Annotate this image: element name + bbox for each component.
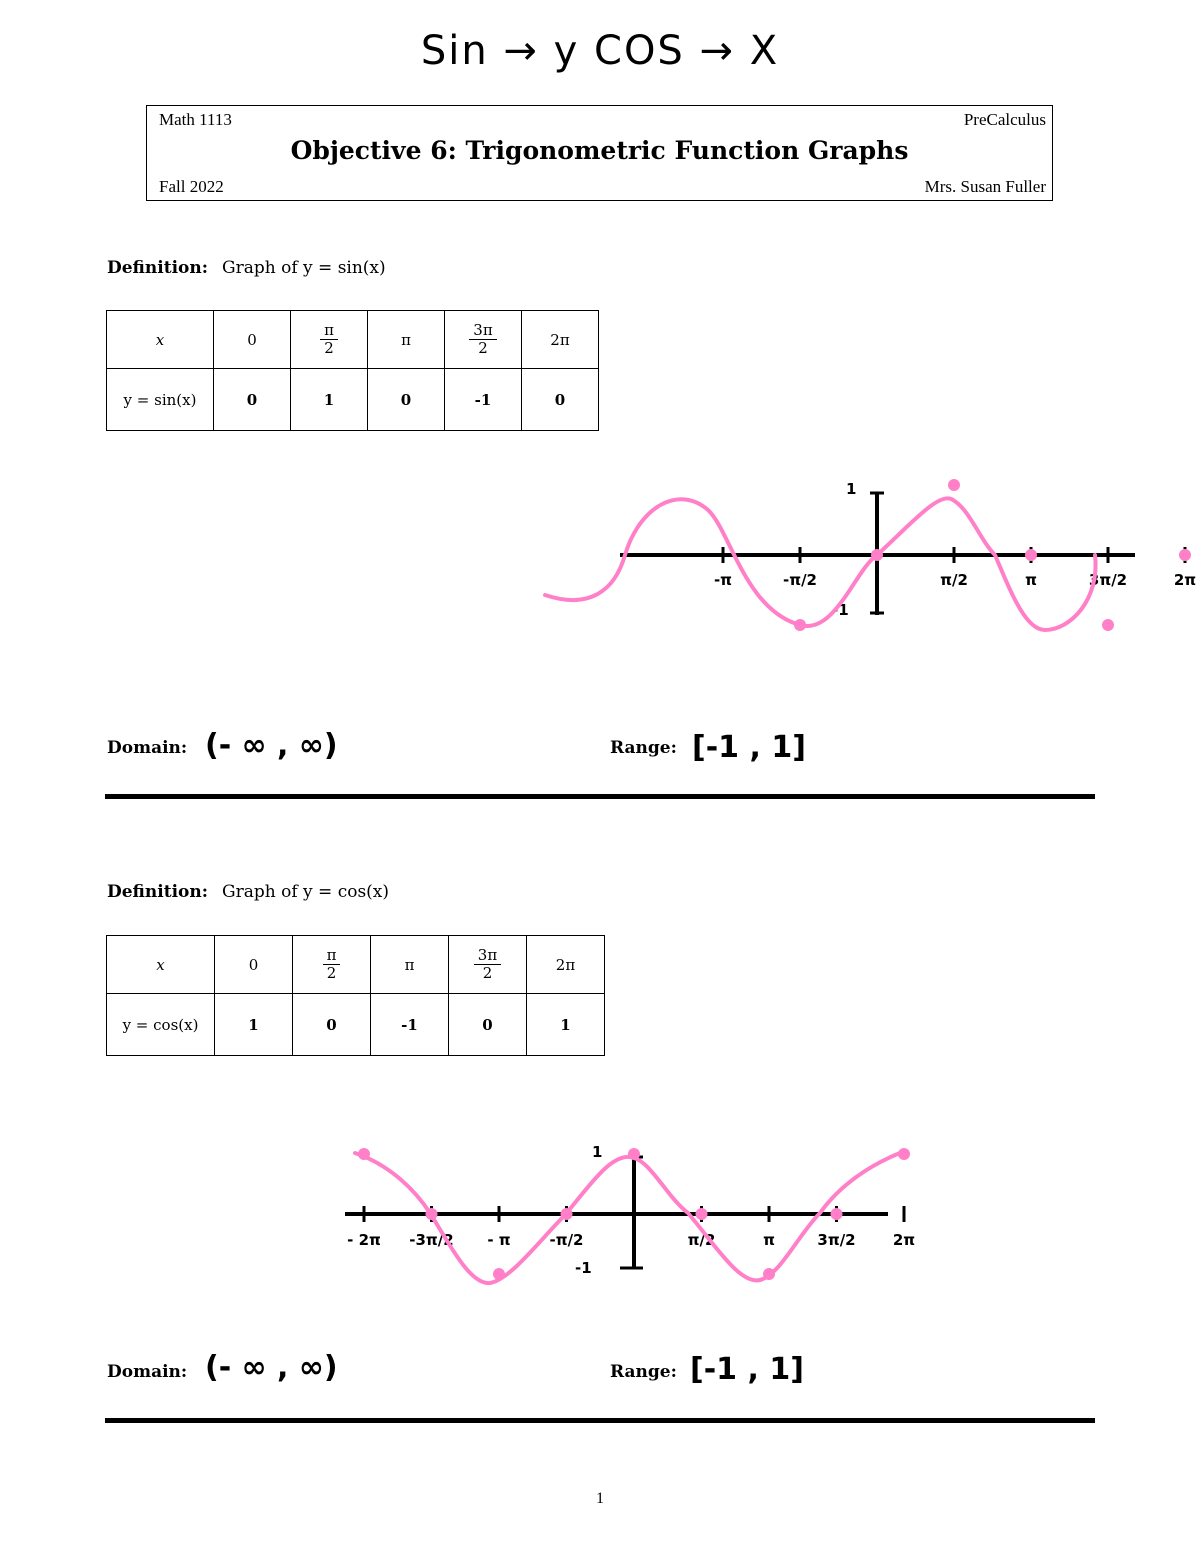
cos-table-y-cell: 0 <box>449 994 527 1056</box>
sin-definition-text: Graph of y = sin(x) <box>222 258 386 278</box>
sin-table-x-cell: $\frac{\pi}{2}$ <box>291 311 368 369</box>
section-divider <box>105 1418 1095 1423</box>
sin-marked-point <box>1179 549 1191 561</box>
sin-x-tick-label: π <box>1025 571 1037 589</box>
cos-value-table <box>106 935 605 1056</box>
course-subject: PreCalculus <box>963 110 1046 129</box>
page-title: Objective 6: Trigonometric Function Graphs <box>290 136 909 165</box>
sin-marked-point <box>1025 549 1037 561</box>
sin-table-y-cell: -1 <box>445 369 522 431</box>
cos-marked-point <box>628 1148 640 1160</box>
document-header <box>146 105 1053 201</box>
sin-x-tick-label: -π <box>713 571 733 589</box>
cos-table-x-cell: 2π <box>527 936 605 994</box>
page-number: 1 <box>596 1490 604 1507</box>
cos-y-label-top: 1 <box>592 1143 603 1161</box>
cos-x-tick-label: π/2 <box>687 1231 716 1249</box>
sin-x-tick-label: 2π <box>1173 571 1197 589</box>
cos-marked-point <box>426 1208 438 1220</box>
sin-table-x-cell: $\frac{3\pi}{2}$ <box>445 311 522 369</box>
cos-table-y-cell: -1 <box>371 994 449 1056</box>
cos-table-x-header: x <box>107 936 215 994</box>
cos-curve <box>355 1153 900 1283</box>
cos-table-y-header: y = cos(x) <box>107 994 215 1056</box>
sin-table-y-cell: 0 <box>368 369 445 431</box>
instructor: Mrs. Susan Fuller <box>924 177 1046 196</box>
sin-table-x-cell: 2π <box>522 311 599 369</box>
cos-range-label: Range: <box>610 1362 677 1382</box>
handwritten-note: Sin → y COS → X <box>420 28 780 74</box>
cos-x-tick-label: π <box>763 1231 775 1249</box>
cos-x-tick-label: - π <box>487 1231 511 1249</box>
cos-definition <box>107 882 389 902</box>
cos-marked-point <box>493 1268 505 1280</box>
sin-x-tick-label: -π/2 <box>782 571 818 589</box>
sin-x-tick-label: π/2 <box>940 571 968 589</box>
term: Fall 2022 <box>159 177 224 196</box>
sin-value-table <box>106 310 599 431</box>
cos-x-tick-label: -3π/2 <box>409 1231 454 1249</box>
cos-marked-point <box>696 1208 708 1220</box>
sin-domain-label: Domain: <box>107 738 188 758</box>
sin-marked-point <box>1102 619 1114 631</box>
cos-domain-value: (- ∞ , ∞) <box>205 1350 338 1385</box>
sin-y-label-top: 1 <box>846 480 857 498</box>
sin-marked-point <box>871 549 883 561</box>
cos-range-value: [-1 , 1] <box>690 1352 804 1387</box>
sin-table-x-header: x <box>107 311 214 369</box>
cos-graph <box>320 1135 920 1305</box>
sin-range-value: [-1 , 1] <box>692 730 806 765</box>
cos-table-x-cell: π <box>371 936 449 994</box>
sin-marked-point <box>794 619 806 631</box>
sin-table-y-cell: 1 <box>291 369 368 431</box>
section-divider <box>105 794 1095 799</box>
cos-domain-label: Domain: <box>107 1362 188 1382</box>
cos-marked-point <box>831 1208 843 1220</box>
cos-definition-label: Definition: <box>107 882 209 902</box>
sin-table-x-cell: π <box>368 311 445 369</box>
cos-x-tick-label: -π/2 <box>549 1231 584 1249</box>
cos-y-label-bottom: -1 <box>575 1259 592 1277</box>
cos-x-tick-label: - 2π <box>347 1231 381 1249</box>
sin-domain-value: (- ∞ , ∞) <box>205 728 338 763</box>
cos-table-y-cell: 0 <box>293 994 371 1056</box>
cos-x-tick-label: 2π <box>892 1231 916 1249</box>
cos-marked-point <box>358 1148 370 1160</box>
cos-definition-text: Graph of y = cos(x) <box>222 882 390 902</box>
cos-table-y-cell: 1 <box>215 994 293 1056</box>
sin-range-label: Range: <box>610 738 677 758</box>
sin-table-x-cell: 0 <box>214 311 291 369</box>
cos-marked-point <box>561 1208 573 1220</box>
sin-table-y-header: y = sin(x) <box>107 369 214 431</box>
sin-curve <box>545 498 1096 630</box>
sin-table-y-cell: 0 <box>214 369 291 431</box>
sin-table-y-cell: 0 <box>522 369 599 431</box>
cos-marked-point <box>763 1268 775 1280</box>
sin-definition <box>107 258 386 278</box>
cos-table-x-cell: $\frac{3\pi}{2}$ <box>449 936 527 994</box>
course-code: Math 1113 <box>159 110 232 129</box>
cos-marked-point <box>898 1148 910 1160</box>
sin-graph <box>530 470 1197 650</box>
sin-x-tick-label: 3π/2 <box>1088 571 1128 589</box>
cos-table-x-cell: $\frac{\pi}{2}$ <box>293 936 371 994</box>
sin-marked-point <box>948 479 960 491</box>
cos-table-y-cell: 1 <box>527 994 605 1056</box>
sin-y-label-bottom: -1 <box>832 601 849 619</box>
cos-x-tick-label: 3π/2 <box>817 1231 856 1249</box>
sin-definition-label: Definition: <box>107 258 209 278</box>
cos-table-x-cell: 0 <box>215 936 293 994</box>
